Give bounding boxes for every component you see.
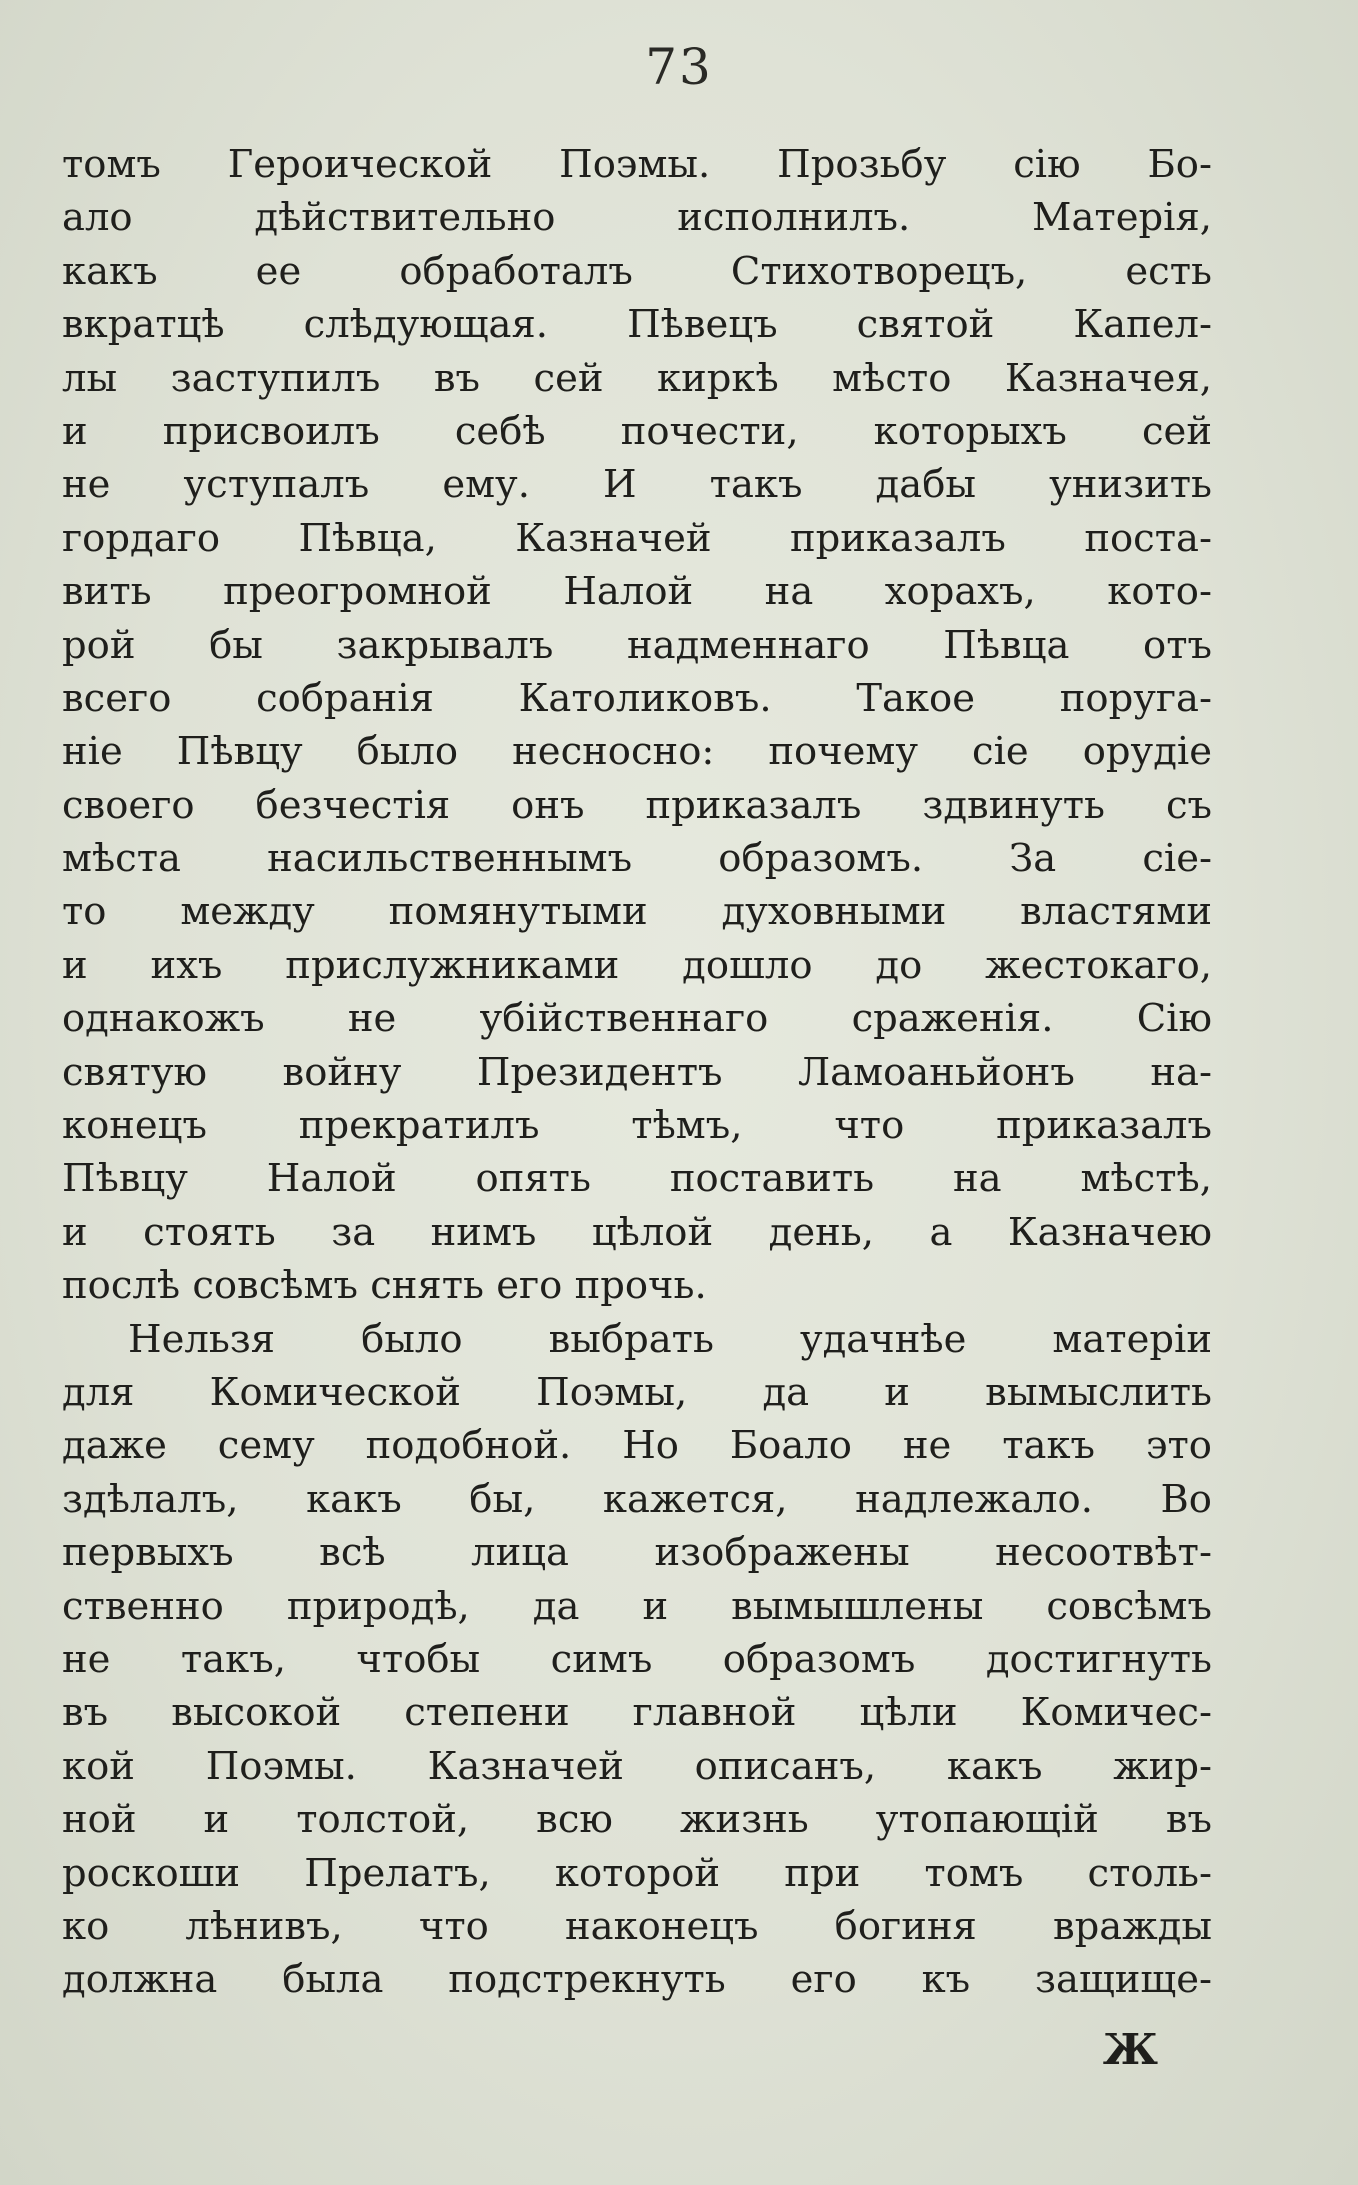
text-line: и ихъ прислужниками дошло до жестокаго, (62, 942, 1212, 988)
text-line: и присвоилъ себѣ почести, которыхъ сей (62, 408, 1212, 454)
page-number: 73 (645, 38, 713, 96)
body-text (62, 138, 1212, 2007)
text-line: здѣлалъ, какъ бы, кажется, надлежало. Во (62, 1476, 1212, 1522)
text-line: конецъ прекратилъ тѣмъ, что приказалъ (62, 1103, 1212, 1149)
text-line: гордаго Пѣвца, Казначей приказалъ поста- (62, 515, 1212, 561)
text-line: кой Поэмы. Казначей описанъ, какъ жир- (62, 1743, 1212, 1789)
text-line: для Комической Поэмы, да и вымыслить (62, 1369, 1212, 1415)
text-line: Пѣвцу Налой опять поставить на мѣстѣ, (62, 1156, 1212, 1202)
text-line: рой бы закрывалъ надменнаго Пѣвца отъ (62, 622, 1212, 668)
catchword: Ж (1102, 2025, 1158, 2074)
text-line: первыхъ всѣ лица изображены несоотвѣт- (62, 1530, 1212, 1576)
text-line: ственно природѣ, да и вымышлены совсѣмъ (62, 1583, 1212, 1629)
text-line: ко лѣнивъ, что наконецъ богиня вражды (62, 1903, 1212, 1949)
text-line: не такъ, чтобы симъ образомъ достигнуть (62, 1636, 1212, 1682)
text-line-paragraph-end: послѣ совсѣмъ снять его прочь. (62, 1263, 707, 1309)
text-line: вкратцѣ слѣдующая. Пѣвецъ святой Капел- (62, 302, 1212, 348)
text-line: и стоять за нимъ цѣлой день, а Казначею (62, 1209, 1212, 1255)
text-line: ало дѣйствительно исполнилъ. Матерія, (62, 195, 1212, 241)
text-line: вить преогромной Налой на хорахъ, кото- (62, 569, 1212, 615)
text-line: какъ ее обработалъ Стихотворецъ, есть (62, 248, 1212, 294)
text-line: даже сему подобной. Но Боало не такъ это (62, 1423, 1212, 1469)
text-line: ніе Пѣвцу было несносно: почему сіе орудіе (62, 729, 1212, 775)
text-line: лы заступилъ въ сей киркѣ мѣсто Казначея, (62, 355, 1212, 401)
text-line: не уступалъ ему. И такъ дабы унизить (62, 462, 1212, 508)
text-line: своего безчестія онъ приказалъ здвинуть съ (62, 782, 1212, 828)
text-line: ной и толстой, всю жизнь утопающій въ (62, 1797, 1212, 1843)
text-line: должна была подстрекнуть его къ защище- (62, 1957, 1212, 2003)
text-line: всего собранія Католиковъ. Такое поруга- (62, 675, 1212, 721)
text-line: въ высокой степени главной цѣли Комичес- (62, 1690, 1212, 1736)
text-line: однакожъ не убійственнаго сраженія. Сію (62, 996, 1212, 1042)
text-line: томъ Героической Поэмы. Прозьбу сію Бо- (62, 142, 1212, 187)
text-line: роскоши Прелатъ, которой при томъ столь- (62, 1850, 1212, 1896)
text-line: то между помянутыми духовными властями (62, 889, 1212, 935)
text-line: мѣста насильственнымъ образомъ. За сіе- (62, 836, 1212, 882)
text-line: святую войну Президентъ Ламоаньйонъ на- (62, 1049, 1212, 1095)
text-line-paragraph-start: Нельзя было выбрать удачнѣе матеріи (128, 1316, 1212, 1362)
